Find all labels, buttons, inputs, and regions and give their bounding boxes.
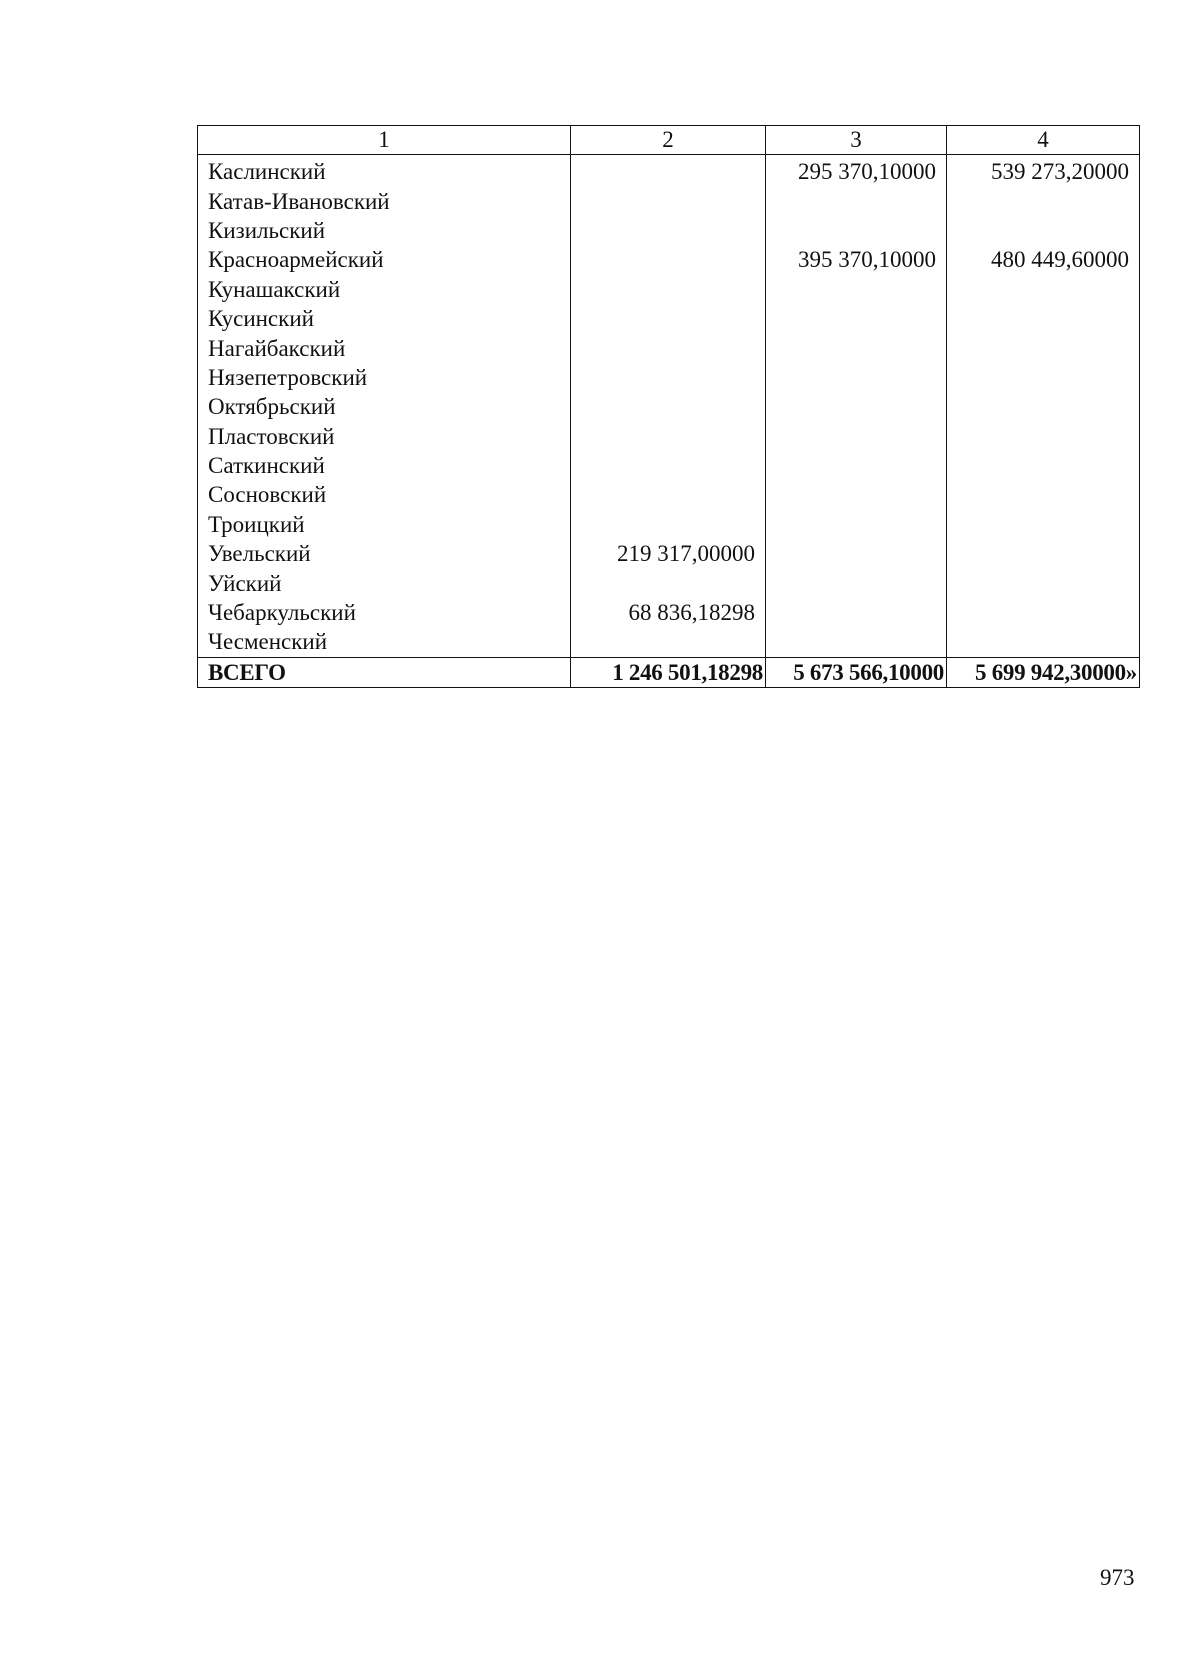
cell-column-3 xyxy=(766,480,947,509)
district-name: Увельский xyxy=(198,539,571,568)
column-header-1: 1 xyxy=(198,126,571,155)
cell-column-3 xyxy=(766,451,947,480)
cell-column-2 xyxy=(571,216,766,245)
cell-column-3 xyxy=(766,510,947,539)
table-body xyxy=(198,155,1140,688)
table-row xyxy=(198,275,1140,304)
table-row xyxy=(198,333,1140,362)
table-row xyxy=(198,392,1140,421)
cell-column-4 xyxy=(947,304,1140,333)
cell-column-4 xyxy=(947,480,1140,509)
cell-column-3: 295 370,10000 xyxy=(766,155,947,187)
cell-column-3 xyxy=(766,186,947,215)
cell-column-3 xyxy=(766,216,947,245)
cell-column-4 xyxy=(947,598,1140,627)
table-row xyxy=(198,627,1140,657)
table-row xyxy=(198,155,1140,187)
total-column-4: 5 699 942,30000» xyxy=(947,657,1140,687)
district-name: Нязепетровский xyxy=(198,363,571,392)
district-name: Нагайбакский xyxy=(198,333,571,362)
district-name: Чесменский xyxy=(198,627,571,657)
district-name: Сосновский xyxy=(198,480,571,509)
cell-column-4: 539 273,20000 xyxy=(947,155,1140,187)
table-header xyxy=(198,126,1140,155)
district-name: Октябрьский xyxy=(198,392,571,421)
district-name: Катав-Ивановский xyxy=(198,186,571,215)
cell-column-2 xyxy=(571,510,766,539)
cell-column-3 xyxy=(766,304,947,333)
cell-column-2: 68 836,18298 xyxy=(571,598,766,627)
cell-column-4 xyxy=(947,539,1140,568)
district-name: Красноармейский xyxy=(198,245,571,274)
cell-column-2 xyxy=(571,333,766,362)
district-name: Кунашакский xyxy=(198,275,571,304)
cell-column-4 xyxy=(947,627,1140,657)
column-header-4: 4 xyxy=(947,126,1140,155)
cell-column-3 xyxy=(766,627,947,657)
district-name: Чебаркульский xyxy=(198,598,571,627)
district-name: Уйский xyxy=(198,568,571,597)
cell-column-4 xyxy=(947,392,1140,421)
table-row xyxy=(198,539,1140,568)
cell-column-4 xyxy=(947,451,1140,480)
table-row xyxy=(198,568,1140,597)
cell-column-2 xyxy=(571,568,766,597)
table-row xyxy=(198,245,1140,274)
cell-column-4 xyxy=(947,363,1140,392)
column-header-3: 3 xyxy=(766,126,947,155)
table-row xyxy=(198,451,1140,480)
district-name: Саткинский xyxy=(198,451,571,480)
total-label: ВСЕГО xyxy=(198,657,571,687)
cell-column-4 xyxy=(947,333,1140,362)
table-row xyxy=(198,598,1140,627)
page-number: 973 xyxy=(1100,1565,1135,1590)
cell-column-3 xyxy=(766,539,947,568)
cell-column-2 xyxy=(571,304,766,333)
cell-column-4 xyxy=(947,186,1140,215)
cell-column-4 xyxy=(947,568,1140,597)
district-name: Кизильский xyxy=(198,216,571,245)
cell-column-2 xyxy=(571,451,766,480)
cell-column-2 xyxy=(571,480,766,509)
table-row xyxy=(198,480,1140,509)
cell-column-3 xyxy=(766,568,947,597)
cell-column-2 xyxy=(571,392,766,421)
total-column-3: 5 673 566,10000 xyxy=(766,657,947,687)
cell-column-4: 480 449,60000 xyxy=(947,245,1140,274)
cell-column-4 xyxy=(947,275,1140,304)
district-name: Каслинский xyxy=(198,155,571,187)
table-row xyxy=(198,363,1140,392)
cell-column-2 xyxy=(571,155,766,187)
total-row xyxy=(198,657,1140,687)
district-name: Кусинский xyxy=(198,304,571,333)
cell-column-3 xyxy=(766,333,947,362)
cell-column-3: 395 370,10000 xyxy=(766,245,947,274)
cell-column-3 xyxy=(766,275,947,304)
total-column-2: 1 246 501,18298 xyxy=(571,657,766,687)
cell-column-2 xyxy=(571,275,766,304)
table-row xyxy=(198,304,1140,333)
column-header-2: 2 xyxy=(571,126,766,155)
cell-column-3 xyxy=(766,422,947,451)
district-name: Пластовский xyxy=(198,422,571,451)
cell-column-3 xyxy=(766,598,947,627)
cell-column-4 xyxy=(947,216,1140,245)
data-table xyxy=(197,125,1140,688)
cell-column-4 xyxy=(947,510,1140,539)
cell-column-2 xyxy=(571,627,766,657)
cell-column-3 xyxy=(766,363,947,392)
table-row xyxy=(198,510,1140,539)
cell-column-2: 219 317,00000 xyxy=(571,539,766,568)
table-row xyxy=(198,186,1140,215)
cell-column-2 xyxy=(571,422,766,451)
cell-column-2 xyxy=(571,186,766,215)
table-row xyxy=(198,216,1140,245)
cell-column-2 xyxy=(571,245,766,274)
header-row xyxy=(198,126,1140,155)
table-row xyxy=(198,422,1140,451)
cell-column-2 xyxy=(571,363,766,392)
district-name: Троицкий xyxy=(198,510,571,539)
cell-column-3 xyxy=(766,392,947,421)
cell-column-4 xyxy=(947,422,1140,451)
